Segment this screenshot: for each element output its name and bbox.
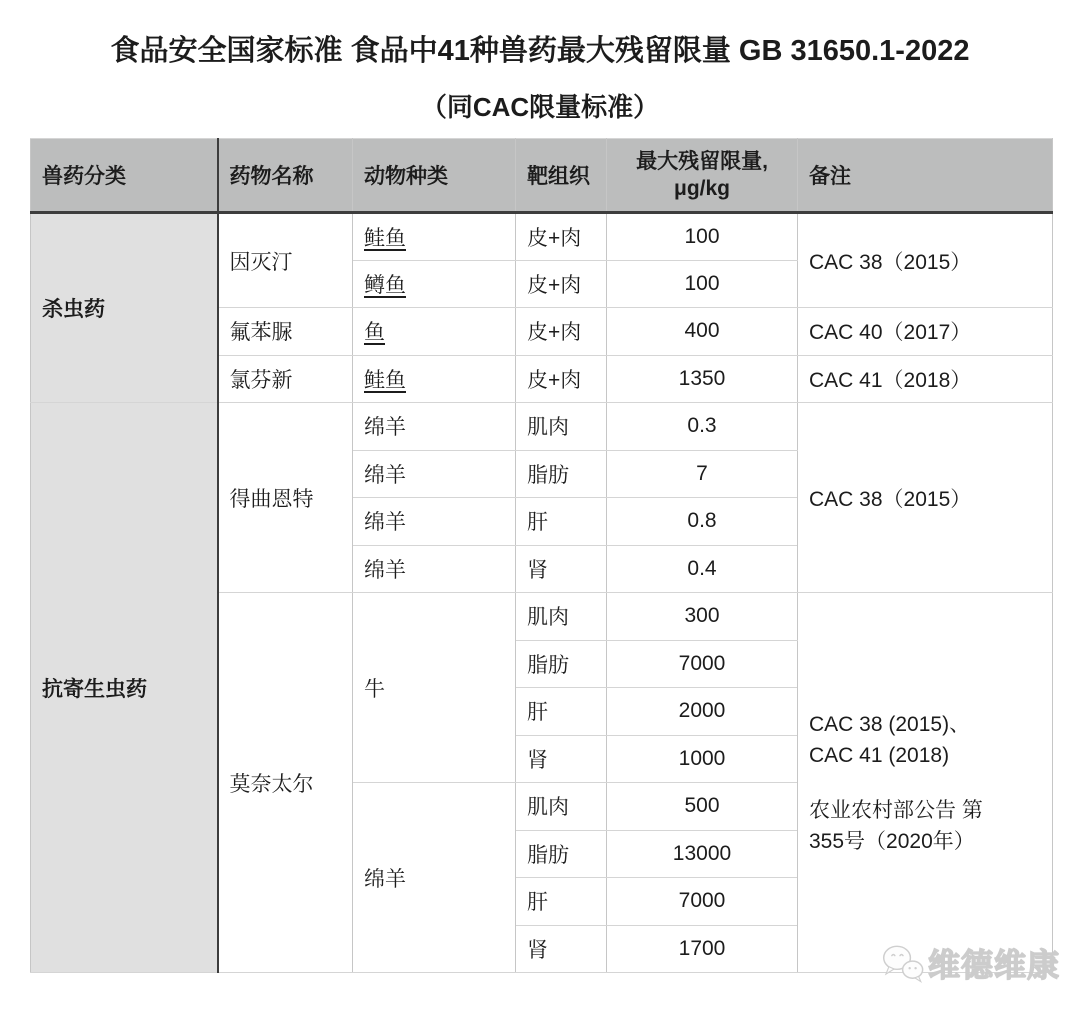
animal-cell: 绵羊 xyxy=(353,403,516,451)
animal-name: 鲑鱼 xyxy=(364,368,406,392)
header-remark: 备注 xyxy=(798,139,1053,213)
tissue-cell: 肾 xyxy=(516,735,607,783)
page-title: 食品安全国家标准 食品中41种兽药最大残留限量 GB 31650.1-2022 xyxy=(110,35,970,67)
remark-cell xyxy=(798,593,1053,973)
watermark-text: 维德维康 xyxy=(927,946,1060,983)
tissue-cell: 脂肪 xyxy=(516,830,607,878)
mrl-value: 300 xyxy=(607,593,798,641)
mrl-value: 13000 xyxy=(607,830,798,878)
tissue-cell: 肾 xyxy=(516,925,607,973)
tissue-cell: 皮+肉 xyxy=(516,213,607,261)
animal-cell: 绵羊 xyxy=(353,498,516,546)
animal-cell: 绵羊 xyxy=(353,783,516,973)
animal-cell: 绵羊 xyxy=(353,545,516,593)
header-category: 兽药分类 xyxy=(31,139,218,213)
mrl-value: 100 xyxy=(607,213,798,261)
mrl-value: 0.4 xyxy=(607,545,798,593)
mrl-value: 0.3 xyxy=(607,403,798,451)
mrl-value: 7000 xyxy=(607,878,798,926)
tissue-cell: 肝 xyxy=(516,688,607,736)
tissue-cell: 脂肪 xyxy=(516,640,607,688)
header-mrl-line1: 最大残留限量, xyxy=(636,149,768,173)
drug-name: 得曲恩特 xyxy=(218,403,353,593)
remark-line: CAC 41 (2018) xyxy=(809,743,950,767)
animal-cell xyxy=(353,355,516,403)
mrl-value: 500 xyxy=(607,783,798,831)
header-row xyxy=(31,139,1053,213)
remark-line: 农业农村部公告 第 xyxy=(809,798,983,822)
mrl-table xyxy=(30,138,1053,973)
remark-cell: CAC 40（2017） xyxy=(798,308,1053,356)
category-antiparasitic: 抗寄生虫药 xyxy=(31,403,218,973)
header-mrl-line2: μg/kg xyxy=(673,177,731,200)
remark-cell: CAC 41（2018） xyxy=(798,355,1053,403)
header-animal: 动物种类 xyxy=(353,139,516,213)
header-drug: 药物名称 xyxy=(218,139,353,213)
tissue-cell: 皮+肉 xyxy=(516,355,607,403)
table-row xyxy=(31,213,1053,261)
animal-cell xyxy=(353,213,516,261)
mrl-value: 100 xyxy=(607,260,798,308)
tissue-cell: 脂肪 xyxy=(516,450,607,498)
remark-cell: CAC 38（2015） xyxy=(798,213,1053,308)
tissue-cell: 皮+肉 xyxy=(516,260,607,308)
drug-name: 氯芬新 xyxy=(218,355,353,403)
animal-cell xyxy=(353,308,516,356)
mrl-value: 400 xyxy=(607,308,798,356)
mrl-value: 0.8 xyxy=(607,498,798,546)
tissue-cell: 肝 xyxy=(516,498,607,546)
category-insecticide: 杀虫药 xyxy=(31,213,218,403)
drug-name: 因灭汀 xyxy=(218,213,353,308)
tissue-cell: 肌肉 xyxy=(516,593,607,641)
table-row xyxy=(31,403,1053,451)
drug-name: 氟苯脲 xyxy=(218,308,353,356)
remark-cell: CAC 38（2015） xyxy=(798,403,1053,593)
tissue-cell: 肝 xyxy=(516,878,607,926)
tissue-cell: 皮+肉 xyxy=(516,308,607,356)
remark-line: 355号（2020年） xyxy=(809,829,975,853)
tissue-cell: 肌肉 xyxy=(516,783,607,831)
header-mrl xyxy=(607,139,798,213)
animal-cell xyxy=(353,260,516,308)
animal-cell: 牛 xyxy=(353,593,516,783)
mrl-value: 7 xyxy=(607,450,798,498)
mrl-value: 7000 xyxy=(607,640,798,688)
animal-name: 鲑鱼 xyxy=(364,226,406,250)
animal-cell: 绵羊 xyxy=(353,450,516,498)
tissue-cell: 肾 xyxy=(516,545,607,593)
header-tissue: 靶组织 xyxy=(516,139,607,213)
mrl-value: 1000 xyxy=(607,735,798,783)
page-subtitle: （同CAC限量标准） xyxy=(420,92,660,122)
mrl-value: 1350 xyxy=(607,355,798,403)
mrl-value: 1700 xyxy=(607,925,798,973)
animal-name: 鱼 xyxy=(364,321,385,345)
tissue-cell: 肌肉 xyxy=(516,403,607,451)
drug-name: 莫奈太尔 xyxy=(218,593,353,973)
animal-name: 鳟鱼 xyxy=(364,273,406,297)
remark-line: CAC 38 (2015)、 xyxy=(809,712,971,736)
mrl-value: 2000 xyxy=(607,688,798,736)
